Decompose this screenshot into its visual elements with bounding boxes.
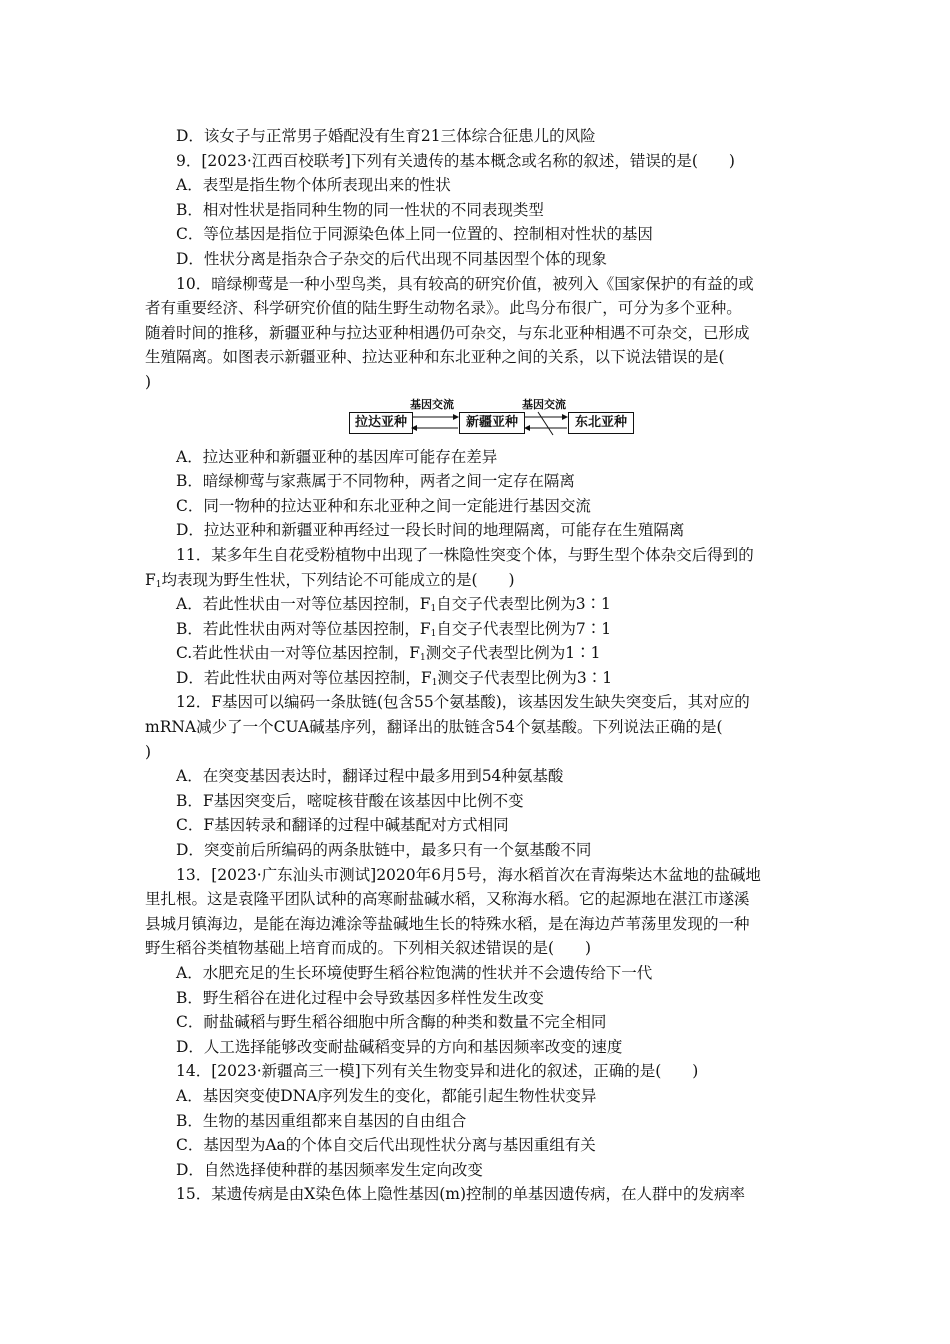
q12-option-a: A．在突变基因表达时，翻译过程中最多用到54种氨基酸 bbox=[176, 767, 564, 786]
q14-option-b: B．生物的基因重组都来自基因的自由组合 bbox=[176, 1111, 467, 1130]
q14-option-c: C．基因型为Aa的个体自交后代出现性状分离与基因重组有关 bbox=[176, 1136, 596, 1155]
q10-stem-line: 10．暗绿柳莺是一种小型鸟类，具有较高的研究价值，被列入《国家保护的有益的或 bbox=[176, 274, 754, 293]
q11-option-a: A．若此性状由一对等位基因控制，$F_1$自交子代表型比例为3∶1 bbox=[176, 595, 611, 615]
q11-option-c: C.若此性状由一对等位基因控制，$F_1$测交子代表型比例为1∶1 bbox=[176, 644, 601, 664]
q13-option-c: C．耐盐碱稻与野生稻谷细胞中所含酶的种类和数量不完全相同 bbox=[176, 1013, 607, 1032]
q8-option-d: D．该女子与正常男子婚配没有生育21三体综合征患儿的风险 bbox=[176, 127, 596, 145]
blocked-flow-slash bbox=[538, 412, 553, 435]
q10-stem-close-paren: ) bbox=[145, 372, 152, 391]
exam-page bbox=[145, 124, 810, 1207]
box-lada-subspecies: 拉达亚种 bbox=[349, 412, 413, 434]
q14-option-a: A．基因突变使DNA序列发生的变化，都能引起生物性状变异 bbox=[176, 1086, 597, 1105]
q10-stem-line: 随着时间的推移，新疆亚种与拉达亚种相遇仍可杂交，与东北亚种相遇不可杂交，已形成 bbox=[145, 323, 750, 342]
q12-option-c: C．F基因转录和翻译的过程中碱基配对方式相同 bbox=[176, 816, 509, 835]
q14-option-d: D．自然选择使种群的基因频率发生定向改变 bbox=[176, 1160, 483, 1179]
q9-option-a: A．表型是指生物个体所表现出来的性状 bbox=[176, 176, 451, 195]
q12-option-d: D．突变前后所编码的两条肽链中，最多只有一个氨基酸不同 bbox=[176, 841, 592, 860]
q9-stem: 9．[2023·江西百校联考]下列有关遗传的基本概念或名称的叙述，错误的是( ) bbox=[176, 151, 735, 170]
q10-option-c: C．同一物种的拉达亚种和东北亚种之间一定能进行基因交流 bbox=[176, 496, 591, 515]
q13-option-b: B．野生稻谷在进化过程中会导致基因多样性发生改变 bbox=[176, 988, 544, 1007]
q10-stem-line: 者有重要经济、科学研究价值的陆生野生动物名录》。此鸟分布很广，可分为多个亚种。 bbox=[145, 299, 742, 318]
q9-option-c: C．等位基因是指位于同源染色体上同一位置的、控制相对性状的基因 bbox=[176, 225, 653, 244]
q11-stem-line: $F_1$均表现为野生性状，下列结论不可能成立的是( ) bbox=[145, 570, 515, 590]
q13-option-d: D．人工选择能够改变耐盐碱稻变异的方向和基因频率改变的速度 bbox=[176, 1037, 623, 1056]
q11-stem-line: 11．某多年生自花受粉植物中出现了一株隐性突变个体，与野生型个体杂交后得到的 bbox=[176, 545, 754, 564]
q13-stem-line: 野生稻谷类植物基础上培育而成的。下列相关叙述错误的是( ) bbox=[145, 939, 592, 958]
q13-stem-line: 13．[2023·广东汕头市测试]2020年6月5号，海水稻首次在青海柴达木盆地的盐碱地 bbox=[176, 865, 761, 884]
q15-stem-line: 15．某遗传病是由X染色体上隐性基因(m)控制的单基因遗传病，在人群中的发病率 bbox=[176, 1185, 746, 1204]
q10-option-d: D．拉达亚种和新疆亚种再经过一段长时间的地理隔离，可能存在生殖隔离 bbox=[176, 521, 685, 540]
q10-option-a: A．拉达亚种和新疆亚种的基因库可能存在差异 bbox=[176, 447, 498, 466]
box-xinjiang-subspecies: 新疆亚种 bbox=[459, 412, 525, 434]
q14-stem: 14．[2023·新疆高三一模]下列有关生物变异和进化的叙述，正确的是( ) bbox=[176, 1062, 699, 1081]
gene-flow-label: 基因交流 bbox=[410, 397, 454, 411]
subspecies-relation-figure bbox=[145, 395, 810, 445]
q10-option-b: B．暗绿柳莺与家燕属于不同物种，两者之间一定存在隔离 bbox=[176, 472, 575, 491]
q9-option-d: D．性状分离是指杂合子杂交的后代出现不同基因型个体的现象 bbox=[176, 249, 607, 268]
q9-option-b: B．相对性状是指同种生物的同一性状的不同表现类型 bbox=[176, 200, 544, 219]
gene-flow-label: 基因交流 bbox=[522, 397, 566, 411]
q12-option-b: B．F基因突变后，嘧啶核苷酸在该基因中比例不变 bbox=[176, 791, 524, 810]
q10-stem-line: 生殖隔离。如图表示新疆亚种、拉达亚种和东北亚种之间的关系，以下说法错误的是( bbox=[145, 348, 725, 367]
box-northeast-subspecies: 东北亚种 bbox=[568, 412, 634, 434]
q12-stem-close-paren: ) bbox=[145, 742, 152, 761]
q13-stem-line: 县城月镇海边，是能在海边滩涂等盐碱地生长的特殊水稻，是在海边芦苇荡里发现的一种 bbox=[145, 914, 750, 933]
q12-stem-line: mRNA减少了一个CUA碱基序列，翻译出的肽链含54个氨基酸。下列说法正确的是( bbox=[145, 718, 723, 737]
q11-option-d: D．若此性状由两对等位基因控制，$F_1$测交子代表型比例为3∶1 bbox=[176, 668, 613, 688]
q13-option-a: A．水肥充足的生长环境使野生稻谷粒饱满的性状并不会遗传给下一代 bbox=[176, 964, 653, 982]
q12-stem-line: 12．F基因可以编码一条肽链(包含55个氨基酸)，该基因发生缺失突变后，其对应的 bbox=[176, 693, 750, 712]
q13-stem-line: 里扎根。这是袁隆平团队试种的高寒耐盐碱水稻，又称海水稻。它的起源地在湛江市遂溪 bbox=[145, 890, 750, 909]
q11-option-b: B．若此性状由两对等位基因控制，$F_1$自交子代表型比例为7∶1 bbox=[176, 619, 612, 639]
